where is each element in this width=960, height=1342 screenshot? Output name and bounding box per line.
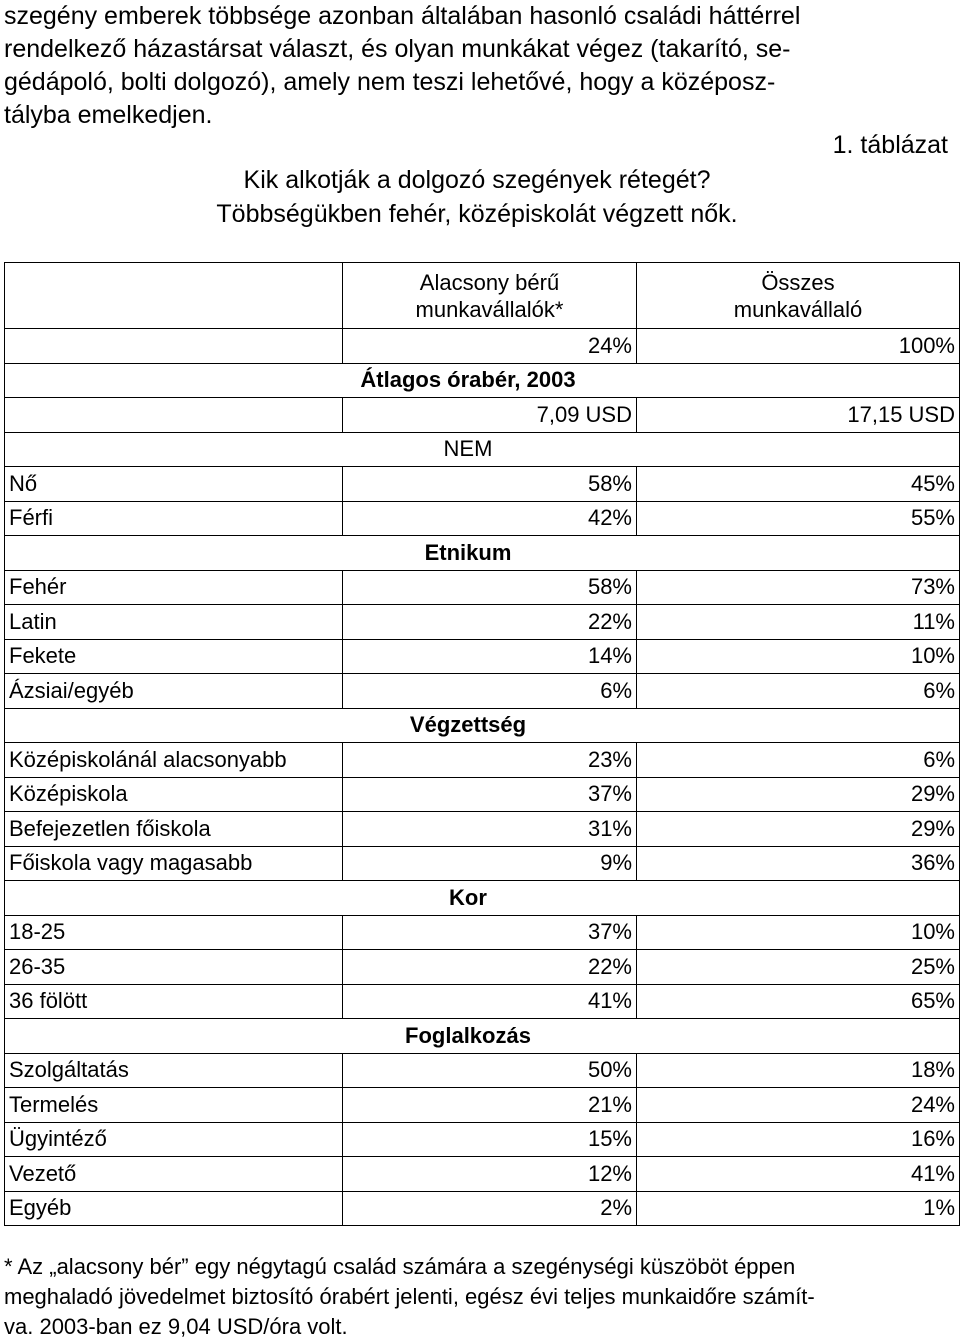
section-heading xyxy=(5,536,960,571)
row-all-workers-value: 10% xyxy=(637,639,960,674)
table-row xyxy=(5,501,960,536)
header-all-workers: Összes munkavállaló xyxy=(637,263,960,329)
wage-low-wage: 7,09 USD xyxy=(343,398,637,433)
row-label: Ázsiai/egyéb xyxy=(5,674,343,709)
table-header-row xyxy=(5,263,960,329)
table-row xyxy=(5,1053,960,1088)
section-heading-row xyxy=(5,536,960,571)
row-all-workers-value: 16% xyxy=(637,1122,960,1157)
row-low-wage-value: 58% xyxy=(343,570,637,605)
row-all-workers-value: 45% xyxy=(637,467,960,502)
row-all-workers-value: 10% xyxy=(637,915,960,950)
footnote-line: meghaladó jövedelmet biztosító órabért jelenti, egész évi teljes munkaidőre számít- xyxy=(4,1284,815,1309)
row-low-wage-value: 41% xyxy=(343,984,637,1019)
intro-line: tályba emelkedjen. xyxy=(4,101,213,129)
section-heading-text: NEM xyxy=(443,436,493,462)
table-caption xyxy=(0,163,960,231)
table-row xyxy=(5,984,960,1019)
row-label: Ügyintéző xyxy=(5,1122,343,1157)
table-row xyxy=(5,639,960,674)
row-label: 26-35 xyxy=(5,950,343,985)
row-label: Férfi xyxy=(5,501,343,536)
header-low-wage: Alacsony bérű munkavállalók* xyxy=(343,263,637,329)
row-low-wage-value: 42% xyxy=(343,501,637,536)
table-row xyxy=(5,1191,960,1226)
row-label: 18-25 xyxy=(5,915,343,950)
section-heading-text: Átlagos órabér, 2003 xyxy=(360,367,576,393)
row-all-workers-value: 36% xyxy=(637,846,960,881)
row-low-wage-value: 21% xyxy=(343,1088,637,1123)
row-label: 36 fölött xyxy=(5,984,343,1019)
intro-line: szegény emberek többsége azonban általában hasonló családi háttérrel xyxy=(4,2,801,30)
row-label: Termelés xyxy=(5,1088,343,1123)
section-heading xyxy=(5,1019,960,1054)
section-heading-row xyxy=(5,432,960,467)
row-label: Fehér xyxy=(5,570,343,605)
row-label: Vezető xyxy=(5,1157,343,1192)
row-label: Középiskolánál alacsonyabb xyxy=(5,743,343,778)
table-row xyxy=(5,1088,960,1123)
table-row xyxy=(5,467,960,502)
wage-label-cell xyxy=(5,398,343,433)
row-low-wage-value: 12% xyxy=(343,1157,637,1192)
share-row xyxy=(5,329,960,364)
row-label: Középiskola xyxy=(5,777,343,812)
row-low-wage-value: 50% xyxy=(343,1053,637,1088)
table-row xyxy=(5,777,960,812)
header-empty-cell xyxy=(5,263,343,329)
row-label: Nő xyxy=(5,467,343,502)
row-all-workers-value: 24% xyxy=(637,1088,960,1123)
row-all-workers-value: 65% xyxy=(637,984,960,1019)
row-label: Befejezetlen főiskola xyxy=(5,812,343,847)
row-all-workers-value: 29% xyxy=(637,777,960,812)
intro-line: gédápoló, bolti dolgozó), amely nem teszi lehetővé, hogy a középosz- xyxy=(4,68,776,96)
table-caption-line-2: Többségükben fehér, középiskolát végzett nők. xyxy=(216,200,738,228)
footnote-line: * Az „alacsony bér” egy négytagú család számára a szegénységi küszöböt éppen xyxy=(4,1254,796,1279)
row-low-wage-value: 58% xyxy=(343,467,637,502)
section-heading-row xyxy=(5,1019,960,1054)
section-heading xyxy=(5,708,960,743)
table-row xyxy=(5,674,960,709)
intro-paragraph xyxy=(4,0,948,132)
table-row xyxy=(5,846,960,881)
footnote xyxy=(4,1252,948,1342)
row-low-wage-value: 23% xyxy=(343,743,637,778)
row-low-wage-value: 2% xyxy=(343,1191,637,1226)
table-row xyxy=(5,1122,960,1157)
table-row xyxy=(5,950,960,985)
section-heading-row xyxy=(5,708,960,743)
data-table xyxy=(4,262,960,1226)
wage-section-row xyxy=(5,363,960,398)
row-label: Latin xyxy=(5,605,343,640)
wage-all-workers: 17,15 USD xyxy=(637,398,960,433)
row-low-wage-value: 15% xyxy=(343,1122,637,1157)
share-label-cell xyxy=(5,329,343,364)
row-low-wage-value: 6% xyxy=(343,674,637,709)
row-all-workers-value: 25% xyxy=(637,950,960,985)
row-all-workers-value: 29% xyxy=(637,812,960,847)
row-low-wage-value: 9% xyxy=(343,846,637,881)
intro-line: rendelkező házastársat választ, és olyan munkákat végez (takarító, se- xyxy=(4,35,791,63)
share-all-workers: 100% xyxy=(637,329,960,364)
table-row xyxy=(5,812,960,847)
section-heading-row xyxy=(5,881,960,916)
table-row xyxy=(5,1157,960,1192)
section-heading xyxy=(5,881,960,916)
row-low-wage-value: 22% xyxy=(343,950,637,985)
table-number: 1. táblázat xyxy=(832,131,948,159)
section-heading-wage xyxy=(5,363,960,398)
row-all-workers-value: 11% xyxy=(637,605,960,640)
section-heading-text: Kor xyxy=(449,884,487,910)
row-low-wage-value: 31% xyxy=(343,812,637,847)
table-caption-line-1: Kik alkotják a dolgozó szegények rétegét? xyxy=(243,166,711,194)
row-low-wage-value: 37% xyxy=(343,777,637,812)
row-all-workers-value: 55% xyxy=(637,501,960,536)
table-row xyxy=(5,915,960,950)
footnote-line: va. 2003-ban ez 9,04 USD/óra volt. xyxy=(4,1314,348,1339)
share-low-wage: 24% xyxy=(343,329,637,364)
table-row xyxy=(5,570,960,605)
table-row xyxy=(5,605,960,640)
table-row xyxy=(5,743,960,778)
row-label: Főiskola vagy magasabb xyxy=(5,846,343,881)
row-all-workers-value: 18% xyxy=(637,1053,960,1088)
section-heading-text: Végzettség xyxy=(409,712,527,738)
row-all-workers-value: 6% xyxy=(637,674,960,709)
row-label: Szolgáltatás xyxy=(5,1053,343,1088)
wage-row xyxy=(5,398,960,433)
row-label: Egyéb xyxy=(5,1191,343,1226)
row-low-wage-value: 37% xyxy=(343,915,637,950)
section-heading-text: Etnikum xyxy=(424,539,512,565)
row-label: Fekete xyxy=(5,639,343,674)
row-all-workers-value: 6% xyxy=(637,743,960,778)
row-low-wage-value: 14% xyxy=(343,639,637,674)
section-heading xyxy=(5,432,960,467)
section-heading-text: Foglalkozás xyxy=(405,1022,531,1048)
row-all-workers-value: 41% xyxy=(637,1157,960,1192)
row-low-wage-value: 22% xyxy=(343,605,637,640)
row-all-workers-value: 73% xyxy=(637,570,960,605)
row-all-workers-value: 1% xyxy=(637,1191,960,1226)
